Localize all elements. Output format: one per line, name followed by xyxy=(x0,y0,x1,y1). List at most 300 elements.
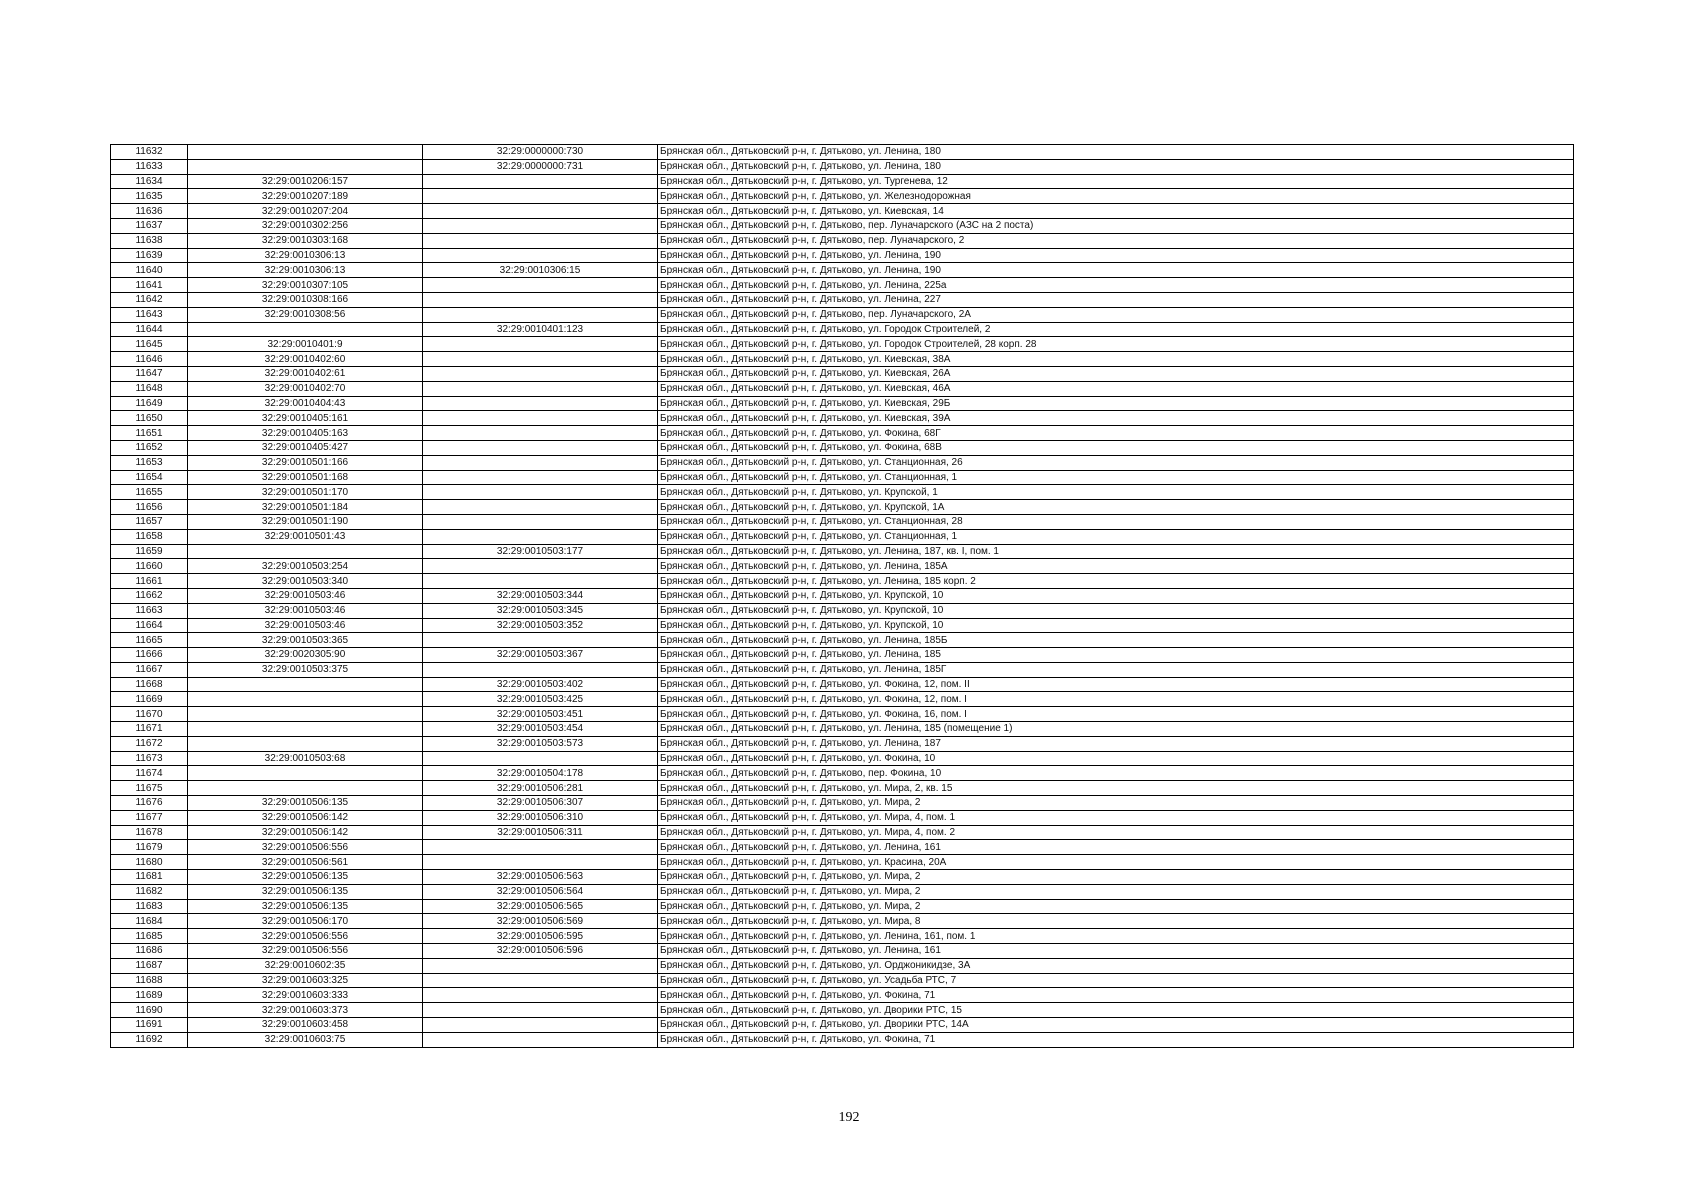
address-cell: Брянская обл., Дятьковский р-н, г. Дятьково, ул. Фокина, 12, пом. II xyxy=(658,677,1574,692)
address-cell: Брянская обл., Дятьковский р-н, г. Дятьково, ул. Ленина, 227 xyxy=(658,292,1574,307)
row-number-cell: 11653 xyxy=(111,455,188,470)
address-cell: Брянская обл., Дятьковский р-н, г. Дятьково, ул. Ленина, 187 xyxy=(658,736,1574,751)
row-number-cell: 11643 xyxy=(111,307,188,322)
address-cell: Брянская обл., Дятьковский р-н, г. Дятьково, пер. Луначарского, 2А xyxy=(658,307,1574,322)
row-number-cell: 11680 xyxy=(111,855,188,870)
address-cell: Брянская обл., Дятьковский р-н, г. Дятьково, ул. Фокина, 16, пом. I xyxy=(658,707,1574,722)
cadastral-number-cell xyxy=(188,781,423,796)
address-cell: Брянская обл., Дятьковский р-н, г. Дятьково, ул. Киевская, 29Б xyxy=(658,396,1574,411)
row-number-cell: 11669 xyxy=(111,692,188,707)
table-row xyxy=(111,189,1574,204)
table-row xyxy=(111,322,1574,337)
table-row xyxy=(111,825,1574,840)
table-row xyxy=(111,396,1574,411)
cadastral-number-cell: 32:29:0010206:157 xyxy=(188,174,423,189)
row-number-cell: 11691 xyxy=(111,1018,188,1033)
object-cadastral-number-cell: 32:29:0010506:563 xyxy=(423,870,658,885)
table-row xyxy=(111,145,1574,160)
object-cadastral-number-cell: 32:29:0010503:451 xyxy=(423,707,658,722)
cadastral-number-cell: 32:29:0010503:365 xyxy=(188,633,423,648)
row-number-cell: 11668 xyxy=(111,677,188,692)
table-row xyxy=(111,973,1574,988)
table-row xyxy=(111,751,1574,766)
table-row xyxy=(111,263,1574,278)
cadastral-number-cell: 32:29:0010307:105 xyxy=(188,278,423,293)
object-cadastral-number-cell xyxy=(423,204,658,219)
address-cell: Брянская обл., Дятьковский р-н, г. Дятьково, пер. Фокина, 10 xyxy=(658,766,1574,781)
address-cell: Брянская обл., Дятьковский р-н, г. Дятьково, ул. Ленина, 185Г xyxy=(658,662,1574,677)
row-number-cell: 11637 xyxy=(111,218,188,233)
table-row xyxy=(111,1032,1574,1047)
cadastral-number-cell: 32:29:0010603:325 xyxy=(188,973,423,988)
object-cadastral-number-cell xyxy=(423,559,658,574)
row-number-cell: 11687 xyxy=(111,958,188,973)
table-row xyxy=(111,174,1574,189)
cadastral-number-cell: 32:29:0010503:46 xyxy=(188,618,423,633)
cadastral-number-cell xyxy=(188,159,423,174)
cadastral-number-cell: 32:29:0010405:163 xyxy=(188,426,423,441)
address-cell: Брянская обл., Дятьковский р-н, г. Дятьково, пер. Луначарского (АЗС на 2 поста) xyxy=(658,218,1574,233)
object-cadastral-number-cell xyxy=(423,1032,658,1047)
table-row xyxy=(111,204,1574,219)
cadastral-number-cell: 32:29:0010404:43 xyxy=(188,396,423,411)
object-cadastral-number-cell: 32:29:0010401:123 xyxy=(423,322,658,337)
cadastral-number-cell: 32:29:0010506:556 xyxy=(188,840,423,855)
address-cell: Брянская обл., Дятьковский р-н, г. Дятьково, ул. Ленина, 190 xyxy=(658,263,1574,278)
table-row xyxy=(111,884,1574,899)
address-cell: Брянская обл., Дятьковский р-н, г. Дятьково, ул. Городок Строителей, 28 корп. 28 xyxy=(658,337,1574,352)
address-cell: Брянская обл., Дятьковский р-н, г. Дятьково, ул. Тургенева, 12 xyxy=(658,174,1574,189)
table-row xyxy=(111,574,1574,589)
object-cadastral-number-cell: 32:29:0010503:573 xyxy=(423,736,658,751)
row-number-cell: 11636 xyxy=(111,204,188,219)
address-cell: Брянская обл., Дятьковский р-н, г. Дятьково, ул. Городок Строителей, 2 xyxy=(658,322,1574,337)
cadastral-number-cell: 32:29:0010405:427 xyxy=(188,440,423,455)
address-cell: Брянская обл., Дятьковский р-н, г. Дятьково, ул. Ленина, 180 xyxy=(658,159,1574,174)
cadastral-number-cell xyxy=(188,722,423,737)
row-number-cell: 11688 xyxy=(111,973,188,988)
object-cadastral-number-cell xyxy=(423,292,658,307)
address-cell: Брянская обл., Дятьковский р-н, г. Дятьково, ул. Фокина, 71 xyxy=(658,1032,1574,1047)
table-row xyxy=(111,692,1574,707)
address-cell: Брянская обл., Дятьковский р-н, г. Дятьково, ул. Крупской, 1 xyxy=(658,485,1574,500)
object-cadastral-number-cell: 32:29:0010504:178 xyxy=(423,766,658,781)
object-cadastral-number-cell xyxy=(423,529,658,544)
row-number-cell: 11690 xyxy=(111,1003,188,1018)
address-cell: Брянская обл., Дятьковский р-н, г. Дятьково, ул. Крупской, 10 xyxy=(658,618,1574,633)
cadastral-number-cell: 32:29:0010302:256 xyxy=(188,218,423,233)
table-row xyxy=(111,278,1574,293)
address-cell: Брянская обл., Дятьковский р-н, г. Дятьково, ул. Киевская, 46А xyxy=(658,381,1574,396)
table-row xyxy=(111,958,1574,973)
cadastral-number-cell: 32:29:0010603:458 xyxy=(188,1018,423,1033)
object-cadastral-number-cell: 32:29:0010506:565 xyxy=(423,899,658,914)
address-cell: Брянская обл., Дятьковский р-н, г. Дятьково, ул. Мира, 2 xyxy=(658,796,1574,811)
cadastral-number-cell: 32:29:0010501:190 xyxy=(188,514,423,529)
table-row xyxy=(111,766,1574,781)
cadastral-number-cell: 32:29:0010501:184 xyxy=(188,500,423,515)
table-row xyxy=(111,366,1574,381)
row-number-cell: 11661 xyxy=(111,574,188,589)
table-row xyxy=(111,662,1574,677)
table-row xyxy=(111,855,1574,870)
cadastral-number-cell: 32:29:0010603:75 xyxy=(188,1032,423,1047)
row-number-cell: 11646 xyxy=(111,352,188,367)
table-row xyxy=(111,781,1574,796)
address-cell: Брянская обл., Дятьковский р-н, г. Дятьково, ул. Красина, 20А xyxy=(658,855,1574,870)
cadastral-number-cell: 32:29:0010303:168 xyxy=(188,233,423,248)
row-number-cell: 11651 xyxy=(111,426,188,441)
table-row xyxy=(111,470,1574,485)
cadastral-number-cell xyxy=(188,322,423,337)
object-cadastral-number-cell xyxy=(423,514,658,529)
cadastral-number-cell xyxy=(188,707,423,722)
address-cell: Брянская обл., Дятьковский р-н, г. Дятьково, ул. Фокина, 10 xyxy=(658,751,1574,766)
table-row xyxy=(111,514,1574,529)
cadastral-number-cell: 32:29:0010503:340 xyxy=(188,574,423,589)
object-cadastral-number-cell: 32:29:0010506:310 xyxy=(423,810,658,825)
row-number-cell: 11672 xyxy=(111,736,188,751)
table-row xyxy=(111,440,1574,455)
cadastral-number-cell xyxy=(188,692,423,707)
table-row xyxy=(111,929,1574,944)
row-number-cell: 11683 xyxy=(111,899,188,914)
cadastral-number-cell xyxy=(188,766,423,781)
address-cell: Брянская обл., Дятьковский р-н, г. Дятьково, ул. Железнодорожная xyxy=(658,189,1574,204)
object-cadastral-number-cell xyxy=(423,840,658,855)
table-row xyxy=(111,722,1574,737)
address-cell: Брянская обл., Дятьковский р-н, г. Дятьково, ул. Ленина, 185Б xyxy=(658,633,1574,648)
object-cadastral-number-cell: 32:29:0010506:311 xyxy=(423,825,658,840)
cadastral-number-cell: 32:29:0010402:70 xyxy=(188,381,423,396)
object-cadastral-number-cell: 32:29:0010503:454 xyxy=(423,722,658,737)
object-cadastral-number-cell xyxy=(423,189,658,204)
address-cell: Брянская обл., Дятьковский р-н, г. Дятьково, пер. Луначарского, 2 xyxy=(658,233,1574,248)
cadastral-number-cell: 32:29:0010503:46 xyxy=(188,603,423,618)
address-cell: Брянская обл., Дятьковский р-н, г. Дятьково, ул. Мира, 2 xyxy=(658,884,1574,899)
address-cell: Брянская обл., Дятьковский р-н, г. Дятьково, ул. Ленина, 190 xyxy=(658,248,1574,263)
cadastral-number-cell: 32:29:0010501:168 xyxy=(188,470,423,485)
object-cadastral-number-cell xyxy=(423,1018,658,1033)
row-number-cell: 11645 xyxy=(111,337,188,352)
object-cadastral-number-cell: 32:29:0010503:177 xyxy=(423,544,658,559)
address-cell: Брянская обл., Дятьковский р-н, г. Дятьково, ул. Дворики РТС, 15 xyxy=(658,1003,1574,1018)
object-cadastral-number-cell xyxy=(423,248,658,263)
object-cadastral-number-cell xyxy=(423,218,658,233)
object-cadastral-number-cell xyxy=(423,455,658,470)
table-row xyxy=(111,736,1574,751)
cadastral-number-cell: 32:29:0010308:166 xyxy=(188,292,423,307)
address-cell: Брянская обл., Дятьковский р-н, г. Дятьково, ул. Ленина, 161 xyxy=(658,944,1574,959)
row-number-cell: 11673 xyxy=(111,751,188,766)
address-cell: Брянская обл., Дятьковский р-н, г. Дятьково, ул. Киевская, 14 xyxy=(658,204,1574,219)
object-cadastral-number-cell xyxy=(423,426,658,441)
object-cadastral-number-cell xyxy=(423,307,658,322)
object-cadastral-number-cell xyxy=(423,366,658,381)
table-row xyxy=(111,677,1574,692)
cadastral-number-cell: 32:29:0010603:333 xyxy=(188,988,423,1003)
object-cadastral-number-cell xyxy=(423,751,658,766)
row-number-cell: 11650 xyxy=(111,411,188,426)
address-cell: Брянская обл., Дятьковский р-н, г. Дятьково, ул. Ленина, 180 xyxy=(658,145,1574,160)
object-cadastral-number-cell xyxy=(423,352,658,367)
object-cadastral-number-cell: 32:29:0010506:307 xyxy=(423,796,658,811)
address-cell: Брянская обл., Дятьковский р-н, г. Дятьково, ул. Мира, 4, пом. 2 xyxy=(658,825,1574,840)
table-row xyxy=(111,796,1574,811)
address-cell: Брянская обл., Дятьковский р-н, г. Дятьково, ул. Крупской, 10 xyxy=(658,603,1574,618)
cadastral-number-cell: 32:29:0010402:60 xyxy=(188,352,423,367)
object-cadastral-number-cell xyxy=(423,440,658,455)
row-number-cell: 11644 xyxy=(111,322,188,337)
table-row xyxy=(111,218,1574,233)
row-number-cell: 11671 xyxy=(111,722,188,737)
row-number-cell: 11663 xyxy=(111,603,188,618)
cadastral-number-cell: 32:29:0010506:135 xyxy=(188,870,423,885)
address-cell: Брянская обл., Дятьковский р-н, г. Дятьково, ул. Ленина, 161 xyxy=(658,840,1574,855)
address-cell: Брянская обл., Дятьковский р-н, г. Дятьково, ул. Станционная, 26 xyxy=(658,455,1574,470)
row-number-cell: 11658 xyxy=(111,529,188,544)
object-cadastral-number-cell: 32:29:0010306:15 xyxy=(423,263,658,278)
cadastral-number-cell: 32:29:0010506:142 xyxy=(188,810,423,825)
object-cadastral-number-cell xyxy=(423,1003,658,1018)
address-cell: Брянская обл., Дятьковский р-н, г. Дятьково, ул. Киевская, 39А xyxy=(658,411,1574,426)
row-number-cell: 11686 xyxy=(111,944,188,959)
address-cell: Брянская обл., Дятьковский р-н, г. Дятьково, ул. Станционная, 1 xyxy=(658,470,1574,485)
object-cadastral-number-cell xyxy=(423,662,658,677)
address-cell: Брянская обл., Дятьковский р-н, г. Дятьково, ул. Мира, 4, пом. 1 xyxy=(658,810,1574,825)
cadastral-number-cell: 32:29:0010306:13 xyxy=(188,248,423,263)
address-cell: Брянская обл., Дятьковский р-н, г. Дятьково, ул. Киевская, 26А xyxy=(658,366,1574,381)
object-cadastral-number-cell xyxy=(423,174,658,189)
cadastral-number-cell: 32:29:0010501:166 xyxy=(188,455,423,470)
object-cadastral-number-cell: 32:29:0010506:281 xyxy=(423,781,658,796)
table-row xyxy=(111,914,1574,929)
table-row xyxy=(111,485,1574,500)
cadastral-number-cell xyxy=(188,677,423,692)
address-cell: Брянская обл., Дятьковский р-н, г. Дятьково, ул. Ленина, 225а xyxy=(658,278,1574,293)
table-row xyxy=(111,988,1574,1003)
object-cadastral-number-cell xyxy=(423,973,658,988)
cadastral-number-cell: 32:29:0010306:13 xyxy=(188,263,423,278)
table-row xyxy=(111,899,1574,914)
object-cadastral-number-cell: 32:29:0010506:595 xyxy=(423,929,658,944)
address-cell: Брянская обл., Дятьковский р-н, г. Дятьково, ул. Ленина, 161, пом. 1 xyxy=(658,929,1574,944)
row-number-cell: 11675 xyxy=(111,781,188,796)
cadastral-number-cell: 32:29:0010501:170 xyxy=(188,485,423,500)
cadastral-number-cell: 32:29:0010503:68 xyxy=(188,751,423,766)
row-number-cell: 11689 xyxy=(111,988,188,1003)
address-cell: Брянская обл., Дятьковский р-н, г. Дятьково, ул. Орджоникидзе, 3А xyxy=(658,958,1574,973)
row-number-cell: 11635 xyxy=(111,189,188,204)
cadastral-number-cell xyxy=(188,145,423,160)
object-cadastral-number-cell xyxy=(423,411,658,426)
page-number: 192 xyxy=(838,1110,860,1125)
cadastral-number-cell xyxy=(188,736,423,751)
cadastral-number-cell: 32:29:0010405:161 xyxy=(188,411,423,426)
table-row xyxy=(111,707,1574,722)
object-cadastral-number-cell xyxy=(423,278,658,293)
table-row xyxy=(111,159,1574,174)
row-number-cell: 11656 xyxy=(111,500,188,515)
object-cadastral-number-cell: 32:29:0010503:345 xyxy=(423,603,658,618)
row-number-cell: 11664 xyxy=(111,618,188,633)
row-number-cell: 11676 xyxy=(111,796,188,811)
cadastral-number-cell: 32:29:0010506:135 xyxy=(188,884,423,899)
row-number-cell: 11649 xyxy=(111,396,188,411)
row-number-cell: 11634 xyxy=(111,174,188,189)
object-cadastral-number-cell: 32:29:0000000:731 xyxy=(423,159,658,174)
table-row xyxy=(111,500,1574,515)
cadastral-number-cell: 32:29:0010506:135 xyxy=(188,899,423,914)
table-row xyxy=(111,1018,1574,1033)
address-cell: Брянская обл., Дятьковский р-н, г. Дятьково, ул. Крупской, 10 xyxy=(658,588,1574,603)
row-number-cell: 11677 xyxy=(111,810,188,825)
object-cadastral-number-cell xyxy=(423,855,658,870)
row-number-cell: 11678 xyxy=(111,825,188,840)
row-number-cell: 11660 xyxy=(111,559,188,574)
table-row xyxy=(111,352,1574,367)
cadastral-number-cell: 32:29:0010402:61 xyxy=(188,366,423,381)
row-number-cell: 11655 xyxy=(111,485,188,500)
address-cell: Брянская обл., Дятьковский р-н, г. Дятьково, ул. Мира, 2 xyxy=(658,899,1574,914)
row-number-cell: 11679 xyxy=(111,840,188,855)
row-number-cell: 11642 xyxy=(111,292,188,307)
table-row xyxy=(111,810,1574,825)
cadastral-number-cell: 32:29:0010207:204 xyxy=(188,204,423,219)
cadastral-number-cell: 32:29:0010506:556 xyxy=(188,944,423,959)
row-number-cell: 11638 xyxy=(111,233,188,248)
table-row xyxy=(111,381,1574,396)
cadastral-number-cell: 32:29:0010506:170 xyxy=(188,914,423,929)
table-row xyxy=(111,544,1574,559)
row-number-cell: 11685 xyxy=(111,929,188,944)
address-cell: Брянская обл., Дятьковский р-н, г. Дятьково, ул. Ленина, 185А xyxy=(658,559,1574,574)
row-number-cell: 11670 xyxy=(111,707,188,722)
address-cell: Брянская обл., Дятьковский р-н, г. Дятьково, ул. Фокина, 12, пом. I xyxy=(658,692,1574,707)
registry-table-body xyxy=(111,145,1574,1048)
cadastral-number-cell xyxy=(188,544,423,559)
object-cadastral-number-cell xyxy=(423,396,658,411)
table-row xyxy=(111,307,1574,322)
row-number-cell: 11692 xyxy=(111,1032,188,1047)
address-cell: Брянская обл., Дятьковский р-н, г. Дятьково, ул. Мира, 2 xyxy=(658,870,1574,885)
object-cadastral-number-cell xyxy=(423,233,658,248)
cadastral-number-cell: 32:29:0010603:373 xyxy=(188,1003,423,1018)
object-cadastral-number-cell xyxy=(423,381,658,396)
row-number-cell: 11652 xyxy=(111,440,188,455)
object-cadastral-number-cell: 32:29:0010503:367 xyxy=(423,648,658,663)
cadastral-number-cell: 32:29:0010506:561 xyxy=(188,855,423,870)
address-cell: Брянская обл., Дятьковский р-н, г. Дятьково, ул. Ленина, 185 (помещение 1) xyxy=(658,722,1574,737)
object-cadastral-number-cell xyxy=(423,574,658,589)
object-cadastral-number-cell xyxy=(423,958,658,973)
object-cadastral-number-cell xyxy=(423,988,658,1003)
address-cell: Брянская обл., Дятьковский р-н, г. Дятьково, ул. Мира, 2, кв. 15 xyxy=(658,781,1574,796)
address-cell: Брянская обл., Дятьковский р-н, г. Дятьково, ул. Ленина, 185 корп. 2 xyxy=(658,574,1574,589)
row-number-cell: 11662 xyxy=(111,588,188,603)
table-row xyxy=(111,944,1574,959)
table-row xyxy=(111,588,1574,603)
row-number-cell: 11666 xyxy=(111,648,188,663)
table-row xyxy=(111,603,1574,618)
table-row xyxy=(111,840,1574,855)
row-number-cell: 11681 xyxy=(111,870,188,885)
object-cadastral-number-cell: 32:29:0010503:425 xyxy=(423,692,658,707)
table-row xyxy=(111,248,1574,263)
cadastral-number-cell: 32:29:0010503:375 xyxy=(188,662,423,677)
object-cadastral-number-cell: 32:29:0010506:564 xyxy=(423,884,658,899)
object-cadastral-number-cell xyxy=(423,337,658,352)
table-row xyxy=(111,1003,1574,1018)
table-row xyxy=(111,529,1574,544)
address-cell: Брянская обл., Дятьковский р-н, г. Дятьково, ул. Киевская, 38А xyxy=(658,352,1574,367)
cadastral-number-cell: 32:29:0010503:46 xyxy=(188,588,423,603)
row-number-cell: 11648 xyxy=(111,381,188,396)
row-number-cell: 11682 xyxy=(111,884,188,899)
cadastral-number-cell: 32:29:0010401:9 xyxy=(188,337,423,352)
table-row xyxy=(111,426,1574,441)
row-number-cell: 11667 xyxy=(111,662,188,677)
table-row xyxy=(111,618,1574,633)
object-cadastral-number-cell: 32:29:0010506:596 xyxy=(423,944,658,959)
table-row xyxy=(111,648,1574,663)
row-number-cell: 11654 xyxy=(111,470,188,485)
object-cadastral-number-cell: 32:29:0010503:352 xyxy=(423,618,658,633)
row-number-cell: 11657 xyxy=(111,514,188,529)
row-number-cell: 11641 xyxy=(111,278,188,293)
row-number-cell: 11674 xyxy=(111,766,188,781)
address-cell: Брянская обл., Дятьковский р-н, г. Дятьково, ул. Фокина, 71 xyxy=(658,988,1574,1003)
object-cadastral-number-cell: 32:29:0010506:569 xyxy=(423,914,658,929)
cadastral-number-cell: 32:29:0010506:142 xyxy=(188,825,423,840)
row-number-cell: 11665 xyxy=(111,633,188,648)
row-number-cell: 11647 xyxy=(111,366,188,381)
table-row xyxy=(111,411,1574,426)
registry-table xyxy=(110,144,1574,1048)
object-cadastral-number-cell: 32:29:0010503:402 xyxy=(423,677,658,692)
table-row xyxy=(111,455,1574,470)
address-cell: Брянская обл., Дятьковский р-н, г. Дятьково, ул. Станционная, 1 xyxy=(658,529,1574,544)
object-cadastral-number-cell xyxy=(423,470,658,485)
cadastral-number-cell: 32:29:0020305:90 xyxy=(188,648,423,663)
row-number-cell: 11659 xyxy=(111,544,188,559)
table-row xyxy=(111,633,1574,648)
object-cadastral-number-cell xyxy=(423,485,658,500)
row-number-cell: 11632 xyxy=(111,145,188,160)
row-number-cell: 11633 xyxy=(111,159,188,174)
cadastral-number-cell: 32:29:0010501:43 xyxy=(188,529,423,544)
address-cell: Брянская обл., Дятьковский р-н, г. Дятьково, ул. Ленина, 187, кв. I, пом. 1 xyxy=(658,544,1574,559)
address-cell: Брянская обл., Дятьковский р-н, г. Дятьково, ул. Крупской, 1А xyxy=(658,500,1574,515)
address-cell: Брянская обл., Дятьковский р-н, г. Дятьково, ул. Усадьба РТС, 7 xyxy=(658,973,1574,988)
address-cell: Брянская обл., Дятьковский р-н, г. Дятьково, ул. Фокина, 68Г xyxy=(658,426,1574,441)
registry-table-container xyxy=(110,144,1574,1048)
object-cadastral-number-cell: 32:29:0010503:344 xyxy=(423,588,658,603)
address-cell: Брянская обл., Дятьковский р-н, г. Дятьково, ул. Станционная, 28 xyxy=(658,514,1574,529)
table-row xyxy=(111,292,1574,307)
cadastral-number-cell: 32:29:0010506:135 xyxy=(188,796,423,811)
table-row xyxy=(111,337,1574,352)
object-cadastral-number-cell xyxy=(423,500,658,515)
object-cadastral-number-cell xyxy=(423,633,658,648)
row-number-cell: 11684 xyxy=(111,914,188,929)
table-row xyxy=(111,870,1574,885)
address-cell: Брянская обл., Дятьковский р-н, г. Дятьково, ул. Фокина, 68В xyxy=(658,440,1574,455)
address-cell: Брянская обл., Дятьковский р-н, г. Дятьково, ул. Мира, 8 xyxy=(658,914,1574,929)
cadastral-number-cell: 32:29:0010503:254 xyxy=(188,559,423,574)
cadastral-number-cell: 32:29:0010506:556 xyxy=(188,929,423,944)
table-row xyxy=(111,233,1574,248)
